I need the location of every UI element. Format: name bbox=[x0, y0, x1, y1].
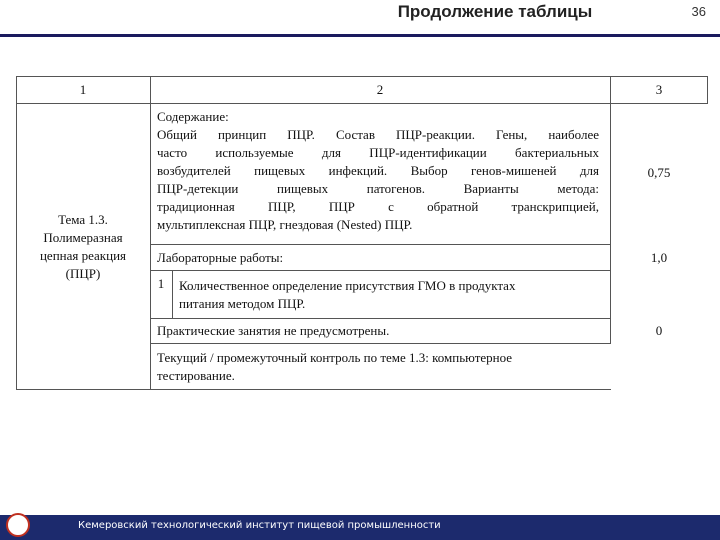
institute-logo bbox=[6, 513, 30, 537]
control-line-2: тестирование. bbox=[157, 368, 235, 383]
header-divider bbox=[0, 34, 720, 37]
content-label: Содержание: bbox=[157, 109, 229, 124]
col-header-1: 1 bbox=[79, 82, 87, 97]
topic-line-2: Полимеразная bbox=[43, 230, 123, 245]
practice-label: Практические занятия не предусмотрены. bbox=[157, 323, 390, 338]
content-line-3: возбудителей пищевых инфекций. Выбор генов-мишеней для bbox=[157, 163, 599, 178]
lab-item-line-2: питания методом ПЦР. bbox=[179, 296, 306, 311]
page-number: 36 bbox=[691, 4, 706, 19]
practice-hours: 0 bbox=[655, 323, 663, 338]
lab-item-line-1: Количественное определение присутствия ГМО в продуктах bbox=[179, 278, 516, 293]
lab-item-number: 1 bbox=[157, 276, 165, 291]
body-col-divider-2 bbox=[610, 104, 611, 343]
footer-institute: Кемеровский технологический институт пищевой промышленности bbox=[78, 520, 441, 531]
topic-line-4: (ПЦР) bbox=[65, 266, 101, 281]
col-header-3: 3 bbox=[655, 82, 663, 97]
page-title: Продолжение таблицы bbox=[397, 2, 593, 21]
topic-line-1: Тема 1.3. bbox=[58, 212, 108, 227]
content-line-4: ПЦР-детекции пищевых патогенов. Варианты метода: bbox=[157, 181, 599, 196]
row-divider-control bbox=[150, 343, 611, 344]
labs-label: Лабораторные работы: bbox=[157, 250, 284, 265]
content-line-5: традиционная ПЦР, ПЦР с обратной транскрипцией, bbox=[157, 199, 599, 214]
topic-line-3: цепная реакция bbox=[39, 248, 127, 263]
body-col-divider-1 bbox=[150, 104, 151, 389]
content-line-2: часто используемые для ПЦР-идентификации бактериальных bbox=[157, 145, 599, 160]
row-divider-practice bbox=[150, 318, 611, 319]
lab-number-divider bbox=[172, 270, 173, 318]
labs-hours: 1,0 bbox=[650, 250, 668, 265]
body-bottom-border bbox=[16, 389, 611, 390]
content-line-1: Общий принцип ПЦР. Состав ПЦР-реакции. Гены, наиболее bbox=[157, 127, 599, 142]
control-line-1: Текущий / промежуточный контроль по теме 1.3: компьютерное bbox=[157, 350, 513, 365]
row-divider-content bbox=[150, 244, 611, 245]
content-hours: 0,75 bbox=[647, 165, 671, 180]
row-divider-labs bbox=[150, 270, 611, 271]
content-line-6: мультиплексная ПЦР, гнездовая (Nested) ПЦР. bbox=[157, 217, 413, 232]
col-header-2: 2 bbox=[376, 82, 384, 97]
